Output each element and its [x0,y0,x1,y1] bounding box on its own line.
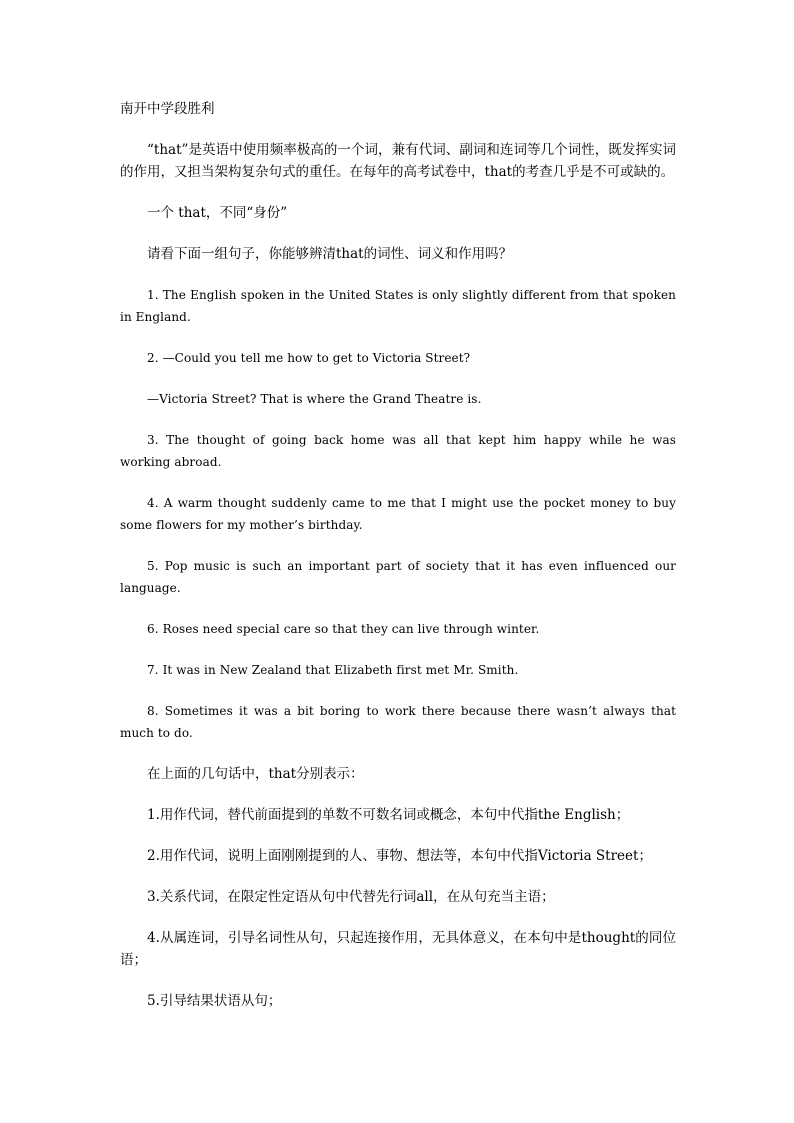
example-sentence-4: 4. A warm thought suddenly came to me that I might use the pocket money to buy some flowers for my mother’s birthday. [120,496,676,532]
example-sentence-8: 8. Sometimes it was a bit boring to work there because there wasn’t always that much to do. [120,704,676,740]
answer-3: 3.关系代词，在限定性定语从句中代替先行词all，在从句充当主语； [147,889,555,905]
author-line: 南开中学段胜利 [120,101,215,117]
example-sentence-7: 7. It was in New Zealand that Elizabeth first met Mr. Smith. [147,663,519,677]
intro-paragraph: “that”是英语中使用频率极高的一个词，兼有代词、副词和连词等几个词性，既发挥实词的作用，又担当架构复杂句式的重任。在每年的高考试卷中，that的考查几乎是不可或缺的。 [120,142,676,180]
document-body [120,98,676,1031]
answer-1: 1.用作代词，替代前面提到的单数不可数名词或概念，本句中代指the English； [147,807,630,823]
answers-intro: 在上面的几句话中，that分别表示： [147,766,364,782]
answer-5: 5.引导结果状语从句； [147,993,282,1009]
example-sentence-2a: 2. —Could you tell me how to get to Victoria Street? [147,351,471,365]
example-sentence-6: 6. Roses need special care so that they can live through winter. [147,622,540,636]
answer-2: 2.用作代词，说明上面刚刚提到的人、事物、想法等，本句中代指Victoria Street； [147,848,652,864]
example-sentence-3: 3. The thought of going back home was all that kept him happy while he was working abroad. [120,433,676,469]
section-heading: 一个 that，不同“身份” [147,205,288,221]
answer-4: 4.从属连词，引导名词性从句，只起连接作用，无具体意义，在本句中是thought的同位语； [120,930,676,968]
question-paragraph: 请看下面一组句子，你能够辨清that的词性、词义和作用吗？ [147,246,513,262]
example-sentence-5: 5. Pop music is such an important part of society that it has even influenced our language. [120,559,676,595]
example-sentence-1: 1. The English spoken in the United States is only slightly different from that spoken in England. [120,288,676,324]
example-sentence-2b: —Victoria Street? That is where the Grand Theatre is. [147,392,482,406]
